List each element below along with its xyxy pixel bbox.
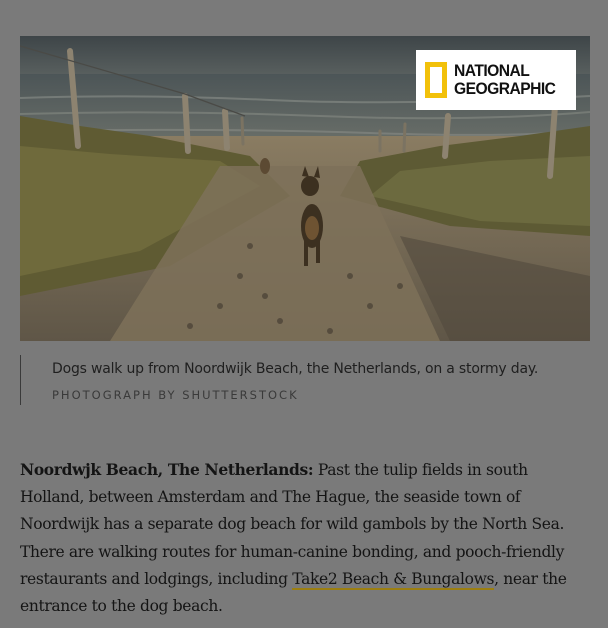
article-paragraph xyxy=(20,456,595,620)
yellow-frame-icon xyxy=(425,62,447,98)
photo-credit: PHOTOGRAPH BY SHUTTERSTOCK xyxy=(52,388,299,402)
logo-line-1: NATIONAL xyxy=(454,61,530,80)
paragraph-text: Past the tulip fields in south Holland, between Amsterdam and The Hague, the seaside town of Noordwijk has a separate dog beach for wild gambols by the North Sea. There are walking routes for human-canine bonding, and pooch-friendly restaurants and lodgings, including xyxy=(20,461,565,588)
photo-caption: Dogs walk up from Noordwijk Beach, the Netherlands, on a stormy day. xyxy=(52,361,539,377)
section-heading: Noordwjk Beach, The Netherlands: xyxy=(20,460,314,479)
national-geographic-logo[interactable] xyxy=(416,50,576,110)
paragraph-text-end: , near the entrance to the dog beach. xyxy=(20,569,567,616)
logo-wordmark xyxy=(454,62,555,98)
hotel-link[interactable]: Take2 Beach & Bungalows xyxy=(292,569,495,588)
logo-line-2: GEOGRAPHIC xyxy=(454,79,556,98)
figure-caption-block xyxy=(20,355,581,405)
